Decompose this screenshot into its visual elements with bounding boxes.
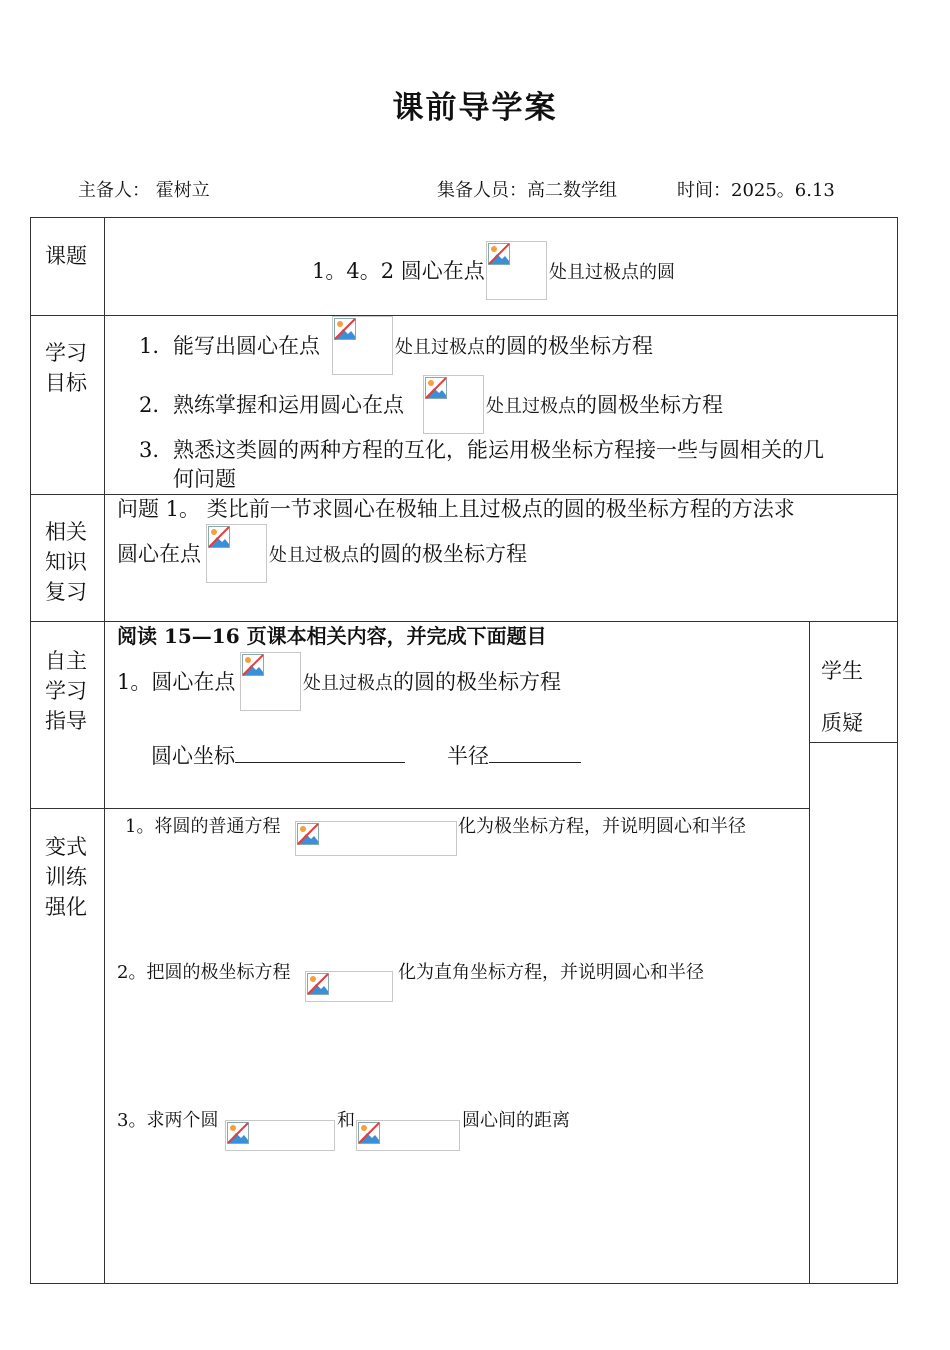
topic-text-tail: 处且过极点的圆 — [549, 262, 675, 283]
self-study-text-small: 处且过极点 — [303, 673, 393, 694]
center-answer-line — [151, 741, 405, 771]
row-divider — [30, 808, 810, 809]
practice-question-1-tail: 化为极坐标方程，并说明圆心和半径 — [458, 816, 746, 837]
row-label-self-study: 自主学习指导 — [45, 649, 87, 733]
row-divider — [30, 315, 898, 316]
preparer: 主备人： 霍树立 — [78, 180, 210, 201]
objective-text: 能写出圆心在点 — [173, 334, 320, 358]
practice-question-2: 2。把圆的极坐标方程 — [117, 962, 291, 983]
objective-text: 熟练掌握和运用圆心在点 — [173, 393, 404, 417]
review-question-tail — [269, 539, 527, 571]
broken-image-icon — [208, 526, 230, 548]
formula-image — [240, 652, 301, 711]
objective-text-small: 处且过极点 — [395, 337, 485, 358]
review-question: 问题 1。 类比前一节求圆心在极轴上且过极点的圆的极坐标方程的方法求 — [117, 497, 795, 521]
label-column-divider — [104, 217, 105, 1284]
broken-image-icon — [242, 654, 264, 676]
formula-image — [206, 524, 267, 583]
objective-text-end: 的圆极坐标方程 — [576, 393, 723, 417]
reading-heading: 阅读 15—16 页课本相关内容，并完成下面题目 — [117, 624, 547, 648]
broken-image-icon — [425, 377, 447, 399]
center-answer-blank[interactable] — [235, 744, 405, 763]
broken-image-icon — [488, 243, 510, 265]
topic-text: 1。4。2 圆心在点 — [312, 259, 485, 283]
review-text-end: 的圆的极坐标方程 — [359, 542, 527, 566]
objective-number: 3. — [139, 438, 160, 462]
radius-label: 半径 — [447, 744, 489, 768]
student-questions-label: 学生质疑 — [821, 659, 863, 735]
formula-image — [305, 971, 393, 1002]
radius-answer-blank[interactable] — [489, 744, 581, 763]
practice-question-3-tail: 圆心间的距离 — [462, 1110, 570, 1131]
broken-image-icon — [297, 823, 319, 845]
center-label: 圆心坐标 — [151, 744, 235, 768]
formula-image — [332, 316, 393, 375]
review-question-line2: 圆心在点 — [117, 542, 201, 566]
broken-image-icon — [334, 318, 356, 340]
self-study-text-end: 的圆的极坐标方程 — [393, 670, 561, 694]
date: 时间：2025。6.13 — [677, 180, 835, 201]
objective-text: 熟悉这类圆的两种方程的互化，能运用极坐标方程接一些与圆相关的几 — [173, 438, 824, 462]
row-label-practice: 变式训练强化 — [45, 835, 87, 919]
formula-image — [356, 1120, 460, 1151]
page-title: 课前导学案 — [392, 90, 558, 126]
radius-answer-line — [447, 741, 581, 771]
prep-group: 集备人员：高二数学组 — [437, 180, 617, 201]
objective-text-end: 的圆的极坐标方程 — [485, 334, 653, 358]
formula-image — [423, 375, 484, 434]
objective-text-tail — [395, 331, 653, 363]
objective-text-small: 处且过极点 — [486, 396, 576, 417]
self-study-question: 1。圆心在点 — [117, 670, 236, 694]
objective-text-tail — [486, 390, 723, 422]
formula-image — [486, 241, 547, 300]
formula-image — [225, 1120, 335, 1151]
practice-question-2-tail: 化为直角坐标方程，并说明圆心和半径 — [398, 962, 704, 983]
broken-image-icon — [307, 973, 329, 995]
practice-question-1: 1。将圆的普通方程 — [125, 816, 281, 837]
objective-text-line2: 何问题 — [173, 467, 236, 491]
practice-question-3-mid: 和 — [337, 1110, 355, 1131]
row-label-review: 相关知识复习 — [45, 520, 87, 604]
broken-image-icon — [358, 1122, 380, 1144]
practice-question-3: 3。求两个圆 — [117, 1110, 219, 1131]
row-label-topic: 课题 — [45, 244, 87, 268]
objective-number: 2. — [139, 393, 160, 417]
review-text-small: 处且过极点 — [269, 545, 359, 566]
row-label-objectives: 学习目标 — [45, 341, 87, 395]
question-column-divider — [809, 621, 810, 1284]
self-study-question-tail — [303, 667, 561, 699]
objective-number: 1. — [139, 334, 160, 358]
formula-image — [295, 821, 457, 856]
broken-image-icon — [227, 1122, 249, 1144]
